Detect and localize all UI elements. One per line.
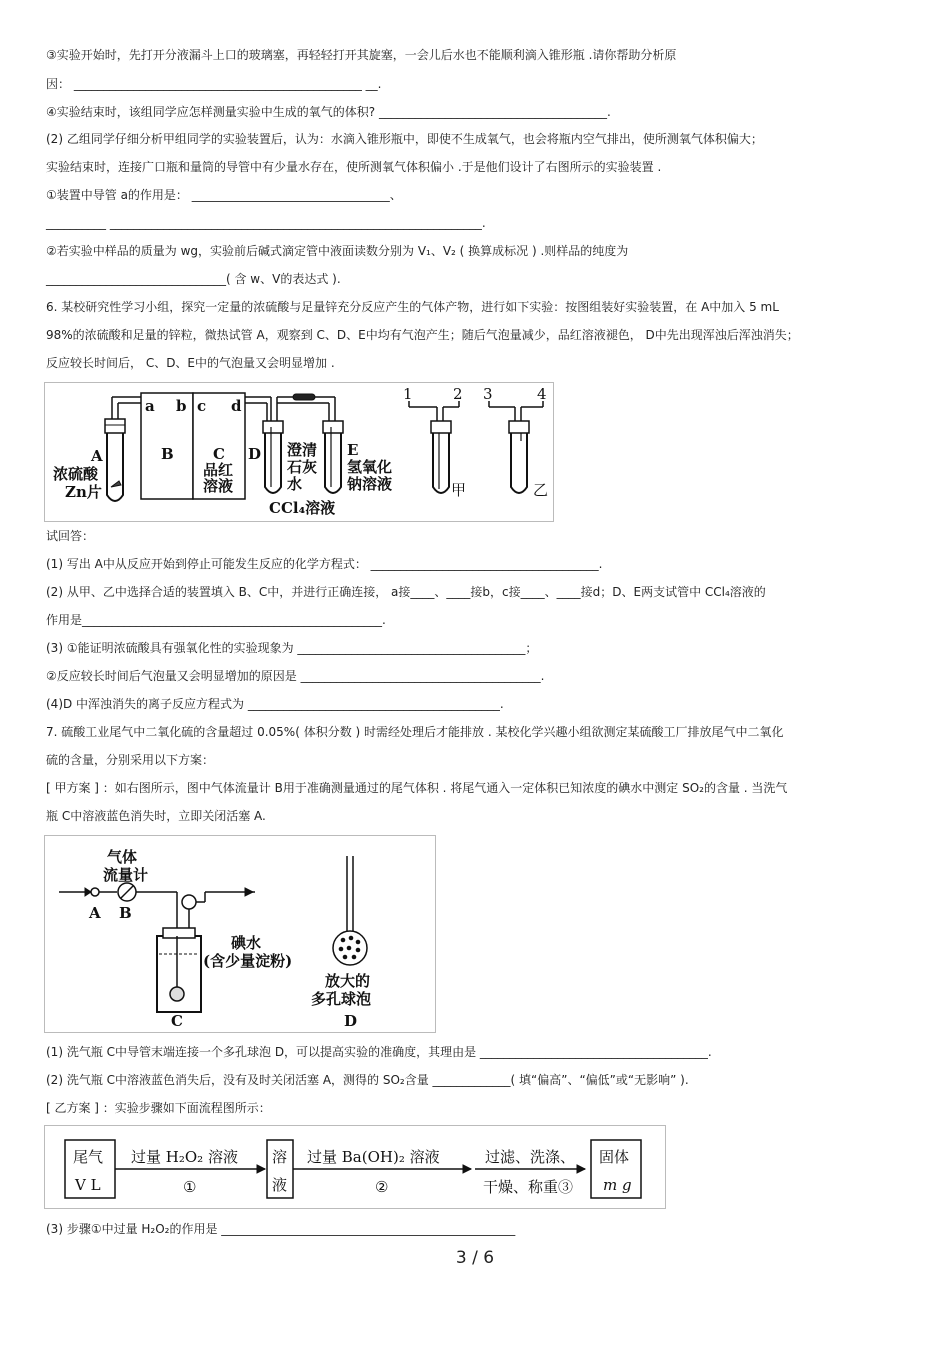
apparatus-figure-2 [44,835,436,1033]
text-line: 硫的含量，分别采用以下方案： [46,753,215,767]
label-D: D [248,445,262,463]
label-E-sub1: 氢氧化 [347,458,393,476]
label-D-sub2: 石灰 [287,458,318,476]
flow-box2-top: 溶 [272,1148,288,1166]
flow-arrow1-text: 过量 H₂O₂ 溶液 [131,1148,238,1166]
text-line: (2) 乙组同学仔细分析甲组同学的实验装置后，认为：水滴入锥形瓶中，即使不生成氧气，也会将瓶内空气排出，使所测氧气体积偏大； [46,132,763,146]
flow-arrow1-step: ① [183,1178,197,1196]
label-c: c [197,397,207,415]
label-b: b [176,397,187,415]
label-gas: 气体 [107,848,138,866]
flow-box1-bottom: V L [75,1176,101,1194]
label-B: B [161,445,174,463]
label-meter: 流量计 [103,866,149,884]
text-line: __________ ______________________________________________________________. [46,216,486,230]
text-line: (2) 洗气瓶 C中溶液蓝色消失后，没有及时关闭活塞 A，测得的 SO₂含量 _____________( 填“偏高”、“偏低”或“无影响” ). [46,1073,689,1087]
flow-arrow3-text: 过滤、洗涤、 [485,1148,576,1166]
text-line: 6. 某校研究性学习小组，探究一定量的浓硫酸与足量锌充分反应产生的气体产物，进行如下实验：按图组装好实验装置，在 A中加入 5 mL [46,300,779,314]
text-line: [ 乙方案 ] ：实验步骤如下面流程图所示： [46,1101,271,1115]
label-C-sub2: 溶液 [203,477,234,495]
label-starch: (含少量淀粉) [203,952,293,970]
label-iodine: 碘水 [231,934,262,952]
text-line: ______________________________( 含 w、V的表达式 ). [46,272,341,286]
flow-arrow2-step: ② [375,1178,389,1196]
flow-box1-top: 尾气 [73,1148,104,1166]
label-D-sub1: 澄清 [287,441,318,459]
flow-chart [44,1125,666,1209]
label-C: C [213,445,225,463]
label-bubble-D: D [344,1012,358,1030]
text-line: 98%的浓硫酸和足量的锌粒，微热试管 A，观察到 C、D、E中均有气泡产生；随后气泡量减少，品红溶液褪色， D中先出现浑浊后浑浊消失； [46,328,799,342]
text-line: ④实验结束时，该组同学应怎样测量实验中生成的氧气的体积? ______________________________________. [46,105,611,119]
text-line: 因： ________________________________________________ __. [46,77,382,91]
text-line: 瓶 C中溶液蓝色消失时，立即关闭活塞 A. [46,809,266,823]
label-3: 3 [483,385,493,403]
label-bottle-C: C [171,1012,183,1030]
label-D-sub3: 水 [287,475,303,493]
label-A: A [91,447,103,465]
text-line: 实验结束时，连接广口瓶和量筒的导管中有少量水存在，使所测氧气体积偏小 .于是他们设计了右图所示的实验装置 . [46,160,662,174]
label-E-sub2: 钠溶液 [347,475,393,493]
label-enlarged: 放大的 [325,972,371,990]
label-1: 1 [403,385,413,403]
flow-box2-bottom: 液 [272,1176,288,1194]
label-acid: 浓硫酸 [53,465,99,483]
label-4: 4 [537,385,547,403]
text-line: ②若实验中样品的质量为 wg，实验前后碱式滴定管中液面读数分别为 V₁、V₂ ( 换算成标况 ) .则样品的纯度为 [46,244,629,258]
page-number: 3 / 6 [455,1248,495,1268]
label-ccl4: CCl₄溶液 [269,499,336,517]
text-line: 试回答： [46,529,95,543]
flow-arrow2-text: 过量 Ba(OH)₂ 溶液 [307,1148,440,1166]
text-line: [ 甲方案 ] ：如右图所示，图中气体流量计 B用于准确测量通过的尾气体积 . 将尾气通入一定体积已知浓度的碘水中测定 SO₂的含量 . 当洗气 [46,781,788,795]
flow-box3-bottom: m g [603,1176,632,1194]
text-line: ①装置中导管 a的作用是： _________________________________、 [46,188,402,202]
label-yi: 乙 [533,481,549,499]
flow-box3-top: 固体 [599,1148,630,1166]
apparatus-figure-1 [44,382,554,522]
label-valve-A: A [89,904,101,922]
label-meter-B: B [119,904,132,922]
flow-arrow3-sub: 干燥、称重③ [483,1178,574,1196]
text-line: 反应较长时间后， C、D、E中的气泡量又会明显增加 . [46,356,335,370]
text-line: (3) 步骤①中过量 H₂O₂的作用是 _________________________________________________ [46,1222,516,1236]
text-line: ③实验开始时，先打开分液漏斗上口的玻璃塞，再轻轻打开其旋塞，一会儿后水也不能顺利滴入锥形瓶 .请你帮助分析原 [46,48,677,62]
label-d: d [231,397,242,415]
text-line: (2) 从甲、乙中选择合适的装置填入 B、C中，并进行正确连接， a接____、____接b，c接____、____接d；D、E两支试管中 CCl₄溶液的 [46,585,766,599]
text-line: 作用是__________________________________________________. [46,613,386,627]
label-2: 2 [453,385,463,403]
label-E: E [347,441,359,459]
text-line: (3) ①能证明浓硫酸具有强氧化性的实验现象为 ______________________________________； [46,641,538,655]
text-line: 7. 硫酸工业尾气中二氧化硫的含量超过 0.05%( 体积分数 ) 时需经处理后才能排放 . 某校化学兴趣小组欲测定某硫酸工厂排放尾气中二氧化 [46,725,784,739]
text-line: (1) 写出 A中从反应开始到停止可能发生反应的化学方程式： ______________________________________. [46,557,603,571]
text-line: ②反应较长时间后气泡量又会明显增加的原因是 ________________________________________. [46,669,545,683]
label-C-sub1: 品红 [203,461,234,479]
label-a: a [145,397,155,415]
label-bubble: 多孔球泡 [311,990,372,1008]
label-zn: Zn片 [65,483,102,501]
label-jia: 甲 [451,481,467,499]
text-line: (1) 洗气瓶 C中导管末端连接一个多孔球泡 D，可以提高实验的准确度，其理由是 ______________________________________. [46,1045,712,1059]
text-line: (4)D 中浑浊消失的离子反应方程式为 __________________________________________. [46,697,504,711]
